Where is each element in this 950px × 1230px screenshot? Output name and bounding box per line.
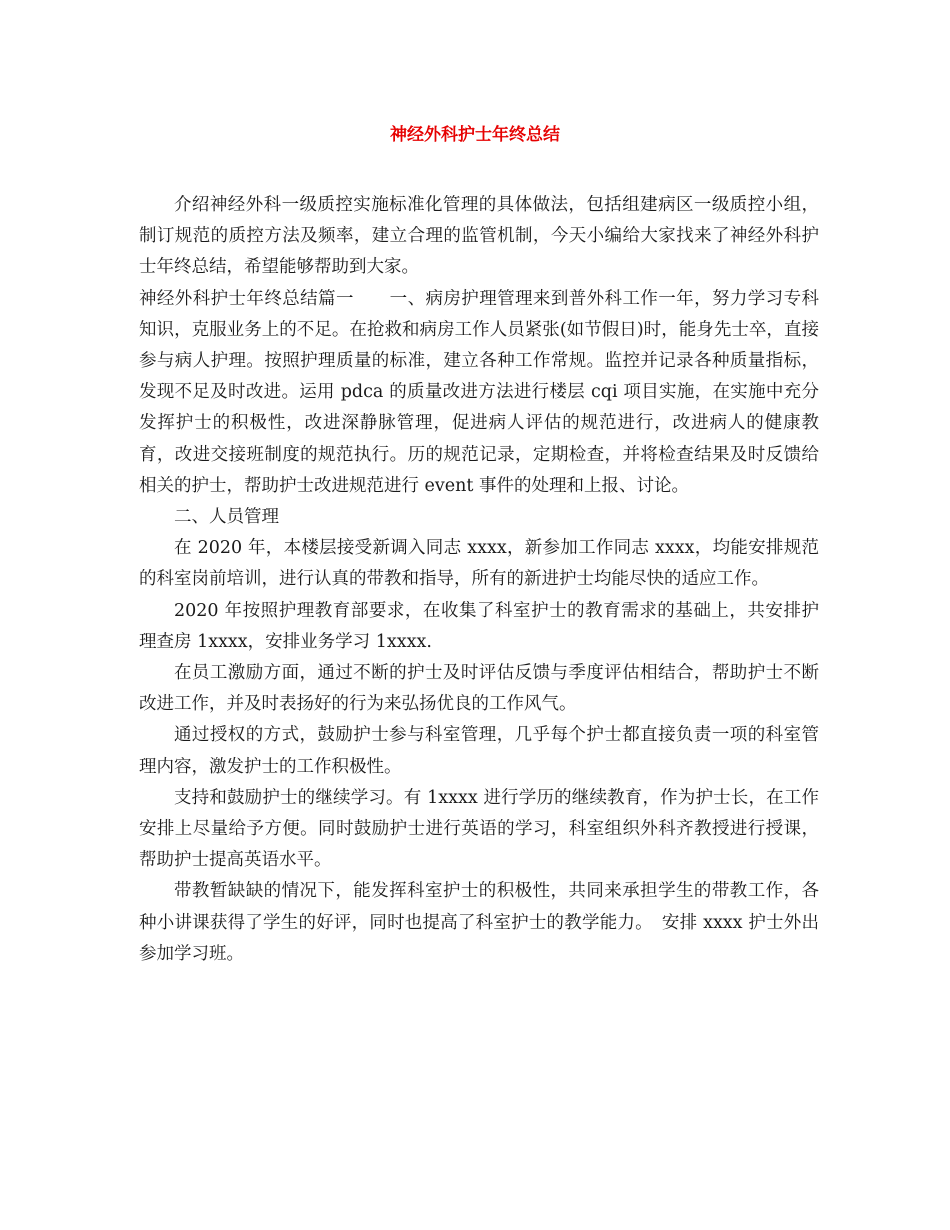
paragraph: 在 2020 年，本楼层接受新调入同志 xxxx，新参加工作同志 xxxx，均能安排规范的科室岗前培训，进行认真的带教和指导，所有的新进护士均能尽快的适应工作。: [139, 538, 819, 590]
document-body: [139, 190, 819, 970]
paragraph: 介绍神经外科一级质控实施标准化管理的具体做法，包括组建病区一级质控小组，制订规范的质控方法及频率，建立合理的监管机制，今天小编给大家找来了神经外科护士年终总结，希望能够帮助到大家。: [139, 195, 819, 278]
paragraph: 神经外科护士年终总结篇一 一、病房护理管理来到普外科工作一年，努力学习专科知识，克服业务上的不足。在抢救和病房工作人员紧张(如节假日)时，能身先士卒，直接参与病人护理。按照护理质量的标准，建立各种工作常规。监控并记录各种质量指标，发现不足及时改进。运用 pdca 的质量改进方法进行楼层 cqi 项目实施，在实施中充分发挥护士的积极性，改进深静脉管理，促进病人评估的规范进行，改进病人的健康教育，改进交接班制度的规范执行。历的规范记录，定期检查，并将检查结果及时反馈给相关的护士，帮助护士改进规范进行 event 事件的处理和上报、讨论。: [139, 288, 819, 496]
paragraph: 二、人员管理: [174, 507, 279, 528]
paragraph: 带教暂缺缺的情况下，能发挥科室护士的积极性，共同来承担学生的带教工作，各种小讲课获得了学生的好评，同时也提高了科室护士的教学能力。 安排 xxxx 护士外出参加学习班。: [139, 881, 819, 964]
document-title: 神经外科护士年终总结: [390, 125, 560, 145]
paragraph: 通过授权的方式，鼓励护士参与科室管理，几乎每个护士都直接负责一项的科室管理内容，激发护士的工作积极性。: [139, 725, 819, 777]
paragraph: 2020 年按照护理教育部要求，在收集了科室护士的教育需求的基础上，共安排护理查房 1xxxx，安排业务学习 1xxxx.: [139, 600, 819, 652]
paragraph: 在员工激励方面，通过不断的护士及时评估反馈与季度评估相结合，帮助护士不断改进工作，并及时表扬好的行为来弘扬优良的工作风气。: [139, 663, 819, 715]
paragraph: 支持和鼓励护士的继续学习。有 1xxxx 进行学历的继续教育，作为护士长，在工作安排上尽量给予方便。同时鼓励护士进行英语的学习，科室组织外科齐教授进行授课，帮助护士提高英语水平。: [139, 787, 819, 871]
